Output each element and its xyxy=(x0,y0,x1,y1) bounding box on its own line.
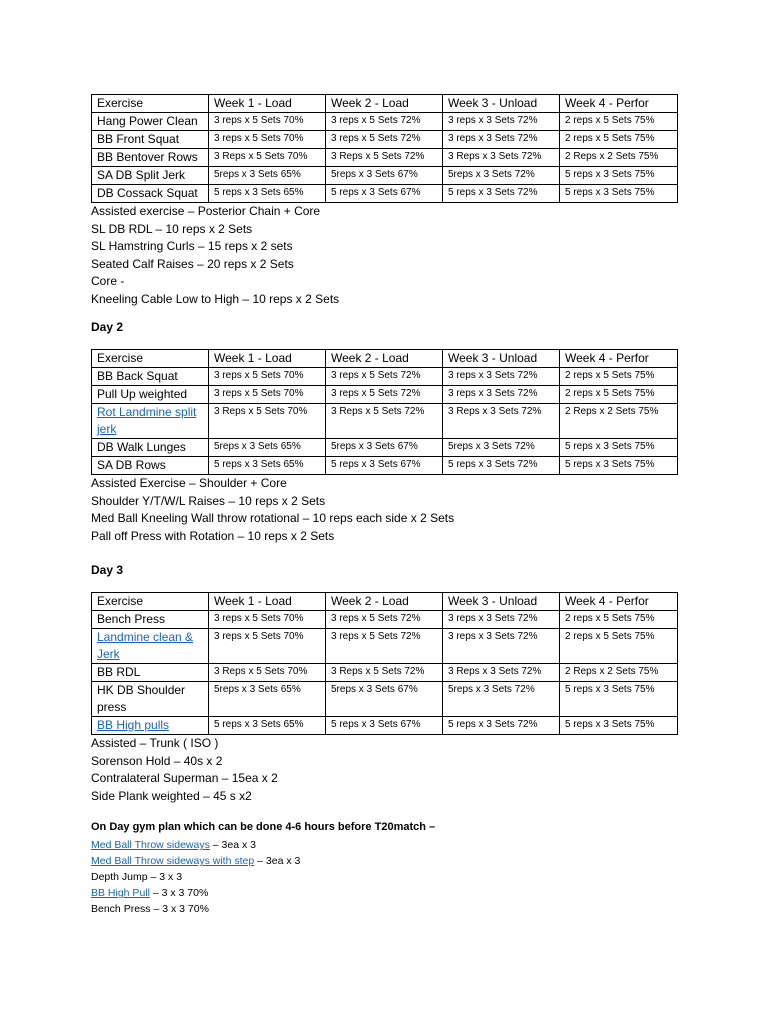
header-cell: Week 1 - Load xyxy=(209,95,326,113)
list-item xyxy=(91,885,300,901)
list-item xyxy=(91,901,300,917)
table-row xyxy=(92,149,678,167)
exercise-cell: BB Front Squat xyxy=(92,131,209,149)
week2-cell: 5reps x 3 Sets 67% xyxy=(326,167,443,185)
day2-table xyxy=(91,349,678,475)
week3-cell: 3 reps x 3 Sets 72% xyxy=(443,131,560,149)
exercise-cell: Pull Up weighted xyxy=(92,386,209,404)
week4-cell: 5 reps x 3 Sets 75% xyxy=(560,457,678,475)
header-cell: Week 4 - Perfor xyxy=(560,350,678,368)
header-cell: Week 4 - Perfor xyxy=(560,95,678,113)
exercise-cell: HK DB Shoulder press xyxy=(92,682,209,717)
day3-notes xyxy=(91,735,278,805)
week2-cell: 3 Reps x 5 Sets 72% xyxy=(326,404,443,439)
exercise-cell xyxy=(92,404,209,439)
day2-notes xyxy=(91,475,454,545)
list-item xyxy=(91,853,300,869)
week2-cell: 5 reps x 3 Sets 67% xyxy=(326,457,443,475)
week2-cell: 3 Reps x 5 Sets 72% xyxy=(326,149,443,167)
week1-cell: 5 reps x 3 Sets 65% xyxy=(209,185,326,203)
week4-cell: 2 reps x 5 Sets 75% xyxy=(560,368,678,386)
week3-cell: 5 reps x 3 Sets 72% xyxy=(443,457,560,475)
note-line: Side Plank weighted – 45 s x2 xyxy=(91,788,252,803)
week3-cell: 3 reps x 3 Sets 72% xyxy=(443,611,560,629)
table-row xyxy=(92,386,678,404)
table-row xyxy=(92,185,678,203)
note-line: Med Ball Kneeling Wall throw rotational – 10 reps each side x 2 Sets xyxy=(91,511,455,525)
table-row xyxy=(92,404,678,439)
exercise-cell: BB Back Squat xyxy=(92,368,209,386)
header-cell: Week 3 - Unload xyxy=(443,350,560,368)
week1-cell: 3 Reps x 5 Sets 70% xyxy=(209,664,326,682)
exercise-cell: Bench Press xyxy=(92,611,209,629)
week3-cell: 3 reps x 3 Sets 72% xyxy=(443,629,560,664)
week1-cell: 3 Reps x 5 Sets 70% xyxy=(209,149,326,167)
week4-cell: 2 reps x 5 Sets 75% xyxy=(560,611,678,629)
week2-cell: 3 reps x 5 Sets 72% xyxy=(326,386,443,404)
exercise-cell: DB Cossack Squat xyxy=(92,185,209,203)
note-line: Shoulder Y/T/W/L Raises – 10 reps x 2 Sets xyxy=(91,493,326,508)
week2-cell: 5reps x 3 Sets 67% xyxy=(326,682,443,717)
note-line: Sorenson Hold – 40s x 2 xyxy=(91,753,223,768)
week2-cell: 5 reps x 3 Sets 67% xyxy=(326,185,443,203)
week1-cell: 3 reps x 5 Sets 70% xyxy=(209,113,326,131)
exercise-link-med-ball-sideways[interactable]: Med Ball Throw sideways xyxy=(91,839,210,851)
week3-cell: 5reps x 3 Sets 72% xyxy=(443,682,560,717)
week2-cell: 3 reps x 5 Sets 72% xyxy=(326,131,443,149)
exercise-cell: SA DB Rows xyxy=(92,457,209,475)
table-row xyxy=(92,682,678,717)
matchday-heading: On Day gym plan which can be done 4-6 hours before T20match – xyxy=(91,821,436,833)
item-text: Depth Jump – 3 x 3 xyxy=(91,871,183,883)
week1-cell: 5reps x 3 Sets 65% xyxy=(209,167,326,185)
day1-notes xyxy=(91,203,339,308)
week1-cell: 5 reps x 3 Sets 65% xyxy=(209,457,326,475)
header-cell: Week 1 - Load xyxy=(209,593,326,611)
note-line: SL Hamstring Curls – 15 reps x 2 sets xyxy=(91,239,293,253)
list-item xyxy=(91,869,300,885)
week3-cell: 5 reps x 3 Sets 72% xyxy=(443,185,560,203)
table-row xyxy=(92,611,678,629)
exercise-cell: Hang Power Clean xyxy=(92,113,209,131)
header-cell: Week 4 - Perfor xyxy=(560,593,678,611)
week1-cell: 3 reps x 5 Sets 70% xyxy=(209,629,326,664)
week3-cell: 3 Reps x 3 Sets 72% xyxy=(443,664,560,682)
day1-table xyxy=(91,94,678,203)
note-line: Assisted exercise – Posterior Chain + Core xyxy=(91,204,321,218)
note-line: Kneeling Cable Low to High – 10 reps x 2 Sets xyxy=(91,291,340,306)
exercise-link-landmine-clean-jerk[interactable]: Landmine clean & Jerk xyxy=(97,630,194,661)
note-line: Pall off Press with Rotation – 10 reps x 2 Sets xyxy=(91,528,335,543)
header-cell: Week 2 - Load xyxy=(326,350,443,368)
list-item xyxy=(91,837,300,853)
week2-cell: 3 Reps x 5 Sets 72% xyxy=(326,664,443,682)
item-text: – 3 x 3 70% xyxy=(149,887,209,899)
exercise-link-rot-landmine[interactable]: Rot Landmine split jerk xyxy=(97,405,197,436)
week1-cell: 5 reps x 3 Sets 65% xyxy=(209,717,326,735)
week4-cell: 5 reps x 3 Sets 75% xyxy=(560,185,678,203)
table-row xyxy=(92,717,678,735)
table-row xyxy=(92,167,678,185)
week3-cell: 5 reps x 3 Sets 72% xyxy=(443,717,560,735)
note-line: SL DB RDL – 10 reps x 2 Sets xyxy=(91,221,253,236)
table-row xyxy=(92,368,678,386)
week3-cell: 5reps x 3 Sets 72% xyxy=(443,167,560,185)
week4-cell: 5 reps x 3 Sets 75% xyxy=(560,717,678,735)
exercise-link-bb-high-pulls[interactable]: BB High pulls xyxy=(97,718,170,732)
week3-cell: 5reps x 3 Sets 72% xyxy=(443,439,560,457)
day2-heading: Day 2 xyxy=(91,320,124,334)
day3-heading: Day 3 xyxy=(91,563,124,577)
week4-cell: 2 reps x 5 Sets 75% xyxy=(560,629,678,664)
note-line: Contralateral Superman – 15ea x 2 xyxy=(91,771,278,785)
item-text: – 3ea x 3 xyxy=(254,855,301,867)
week4-cell: 2 reps x 5 Sets 75% xyxy=(560,113,678,131)
week1-cell: 5reps x 3 Sets 65% xyxy=(209,439,326,457)
exercise-cell xyxy=(92,629,209,664)
week2-cell: 5 reps x 3 Sets 67% xyxy=(326,717,443,735)
item-text: Bench Press – 3 x 3 70% xyxy=(91,903,209,915)
table-row xyxy=(92,629,678,664)
week4-cell: 2 reps x 5 Sets 75% xyxy=(560,386,678,404)
table-header-row xyxy=(92,593,678,611)
week3-cell: 3 reps x 3 Sets 72% xyxy=(443,113,560,131)
week4-cell: 2 reps x 5 Sets 75% xyxy=(560,131,678,149)
header-cell: Week 1 - Load xyxy=(209,350,326,368)
week1-cell: 3 Reps x 5 Sets 70% xyxy=(209,404,326,439)
week2-cell: 5reps x 3 Sets 67% xyxy=(326,439,443,457)
table-header-row xyxy=(92,95,678,113)
table-row xyxy=(92,439,678,457)
note-line: Assisted Exercise – Shoulder + Core xyxy=(91,476,287,490)
table-row xyxy=(92,113,678,131)
exercise-cell: BB RDL xyxy=(92,664,209,682)
header-cell: Exercise xyxy=(92,350,209,368)
week2-cell: 3 reps x 5 Sets 72% xyxy=(326,611,443,629)
header-cell: Exercise xyxy=(92,593,209,611)
week3-cell: 3 reps x 3 Sets 72% xyxy=(443,386,560,404)
week4-cell: 2 Reps x 2 Sets 75% xyxy=(560,149,678,167)
week1-cell: 3 reps x 5 Sets 70% xyxy=(209,368,326,386)
exercise-link-bb-high-pull[interactable]: BB High Pull xyxy=(91,887,150,899)
matchday-list xyxy=(91,837,300,917)
day3-table xyxy=(91,592,678,735)
week4-cell: 2 Reps x 2 Sets 75% xyxy=(560,664,678,682)
week4-cell: 5 reps x 3 Sets 75% xyxy=(560,682,678,717)
week1-cell: 3 reps x 5 Sets 70% xyxy=(209,131,326,149)
note-line: Assisted – Trunk ( ISO ) xyxy=(91,736,219,750)
header-cell: Week 2 - Load xyxy=(326,593,443,611)
exercise-cell: DB Walk Lunges xyxy=(92,439,209,457)
week4-cell: 5 reps x 3 Sets 75% xyxy=(560,439,678,457)
table-row xyxy=(92,131,678,149)
table-row xyxy=(92,457,678,475)
header-cell: Week 3 - Unload xyxy=(443,95,560,113)
week1-cell: 3 reps x 5 Sets 70% xyxy=(209,611,326,629)
week4-cell: 2 Reps x 2 Sets 75% xyxy=(560,404,678,439)
header-cell: Exercise xyxy=(92,95,209,113)
week1-cell: 3 reps x 5 Sets 70% xyxy=(209,386,326,404)
item-text: – 3ea x 3 xyxy=(209,839,256,851)
exercise-cell xyxy=(92,717,209,735)
exercise-link-med-ball-sideways-step[interactable]: Med Ball Throw sideways with step xyxy=(91,855,255,867)
exercise-cell: SA DB Split Jerk xyxy=(92,167,209,185)
week4-cell: 5 reps x 3 Sets 75% xyxy=(560,167,678,185)
week3-cell: 3 reps x 3 Sets 72% xyxy=(443,368,560,386)
week1-cell: 5reps x 3 Sets 65% xyxy=(209,682,326,717)
week2-cell: 3 reps x 5 Sets 72% xyxy=(326,113,443,131)
header-cell: Week 2 - Load xyxy=(326,95,443,113)
exercise-cell: BB Bentover Rows xyxy=(92,149,209,167)
note-line: Seated Calf Raises – 20 reps x 2 Sets xyxy=(91,256,294,271)
week2-cell: 3 reps x 5 Sets 72% xyxy=(326,629,443,664)
header-cell: Week 3 - Unload xyxy=(443,593,560,611)
note-line: Core - xyxy=(91,274,125,288)
week2-cell: 3 reps x 5 Sets 72% xyxy=(326,368,443,386)
table-header-row xyxy=(92,350,678,368)
week3-cell: 3 Reps x 3 Sets 72% xyxy=(443,149,560,167)
table-row xyxy=(92,664,678,682)
week3-cell: 3 Reps x 3 Sets 72% xyxy=(443,404,560,439)
